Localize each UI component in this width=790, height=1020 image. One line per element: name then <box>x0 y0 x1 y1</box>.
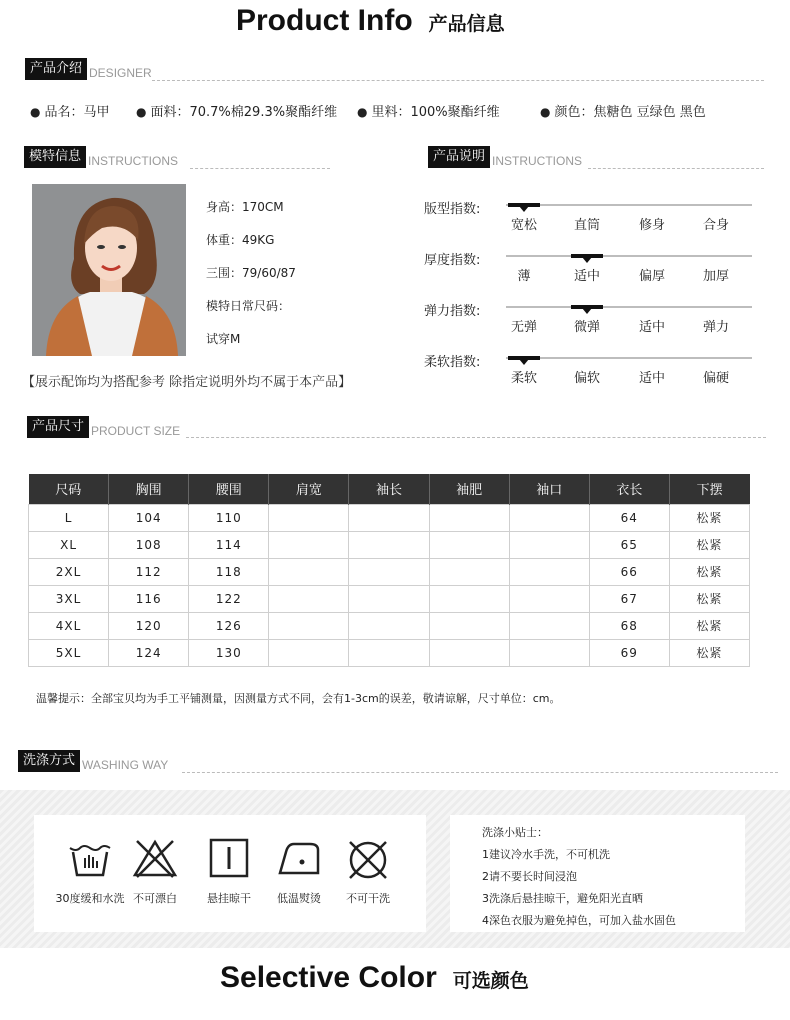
hand-wash-item <box>55 838 125 906</box>
tip-item: 1建议冷水手洗，不可机洗 <box>482 848 610 861</box>
indicator-marker <box>571 254 603 258</box>
size-table-header-cell: 袖长 <box>349 474 429 504</box>
attr-lining: ● 里料：100%聚酯纤维 <box>357 105 500 120</box>
table-cell <box>349 558 429 585</box>
table-cell: 65 <box>589 531 669 558</box>
table-cell <box>429 558 509 585</box>
indicator-option: 无弹 <box>510 320 537 335</box>
indicator-label: 厚度指数: <box>424 253 481 268</box>
size-table-header-cell: 胸围 <box>109 474 189 504</box>
tip-item: 2请不要长时间浸泡 <box>482 870 577 883</box>
table-cell: 112 <box>109 558 189 585</box>
table-cell: 114 <box>189 531 269 558</box>
table-cell: 松紧 <box>669 504 749 531</box>
table-cell: XL <box>29 531 109 558</box>
section-tag: 产品说明 <box>428 146 490 168</box>
table-cell <box>349 612 429 639</box>
table-cell <box>269 504 349 531</box>
table-cell <box>349 639 429 666</box>
indicator-option: 柔软 <box>510 371 537 386</box>
size-table-header-cell: 衣长 <box>589 474 669 504</box>
table-cell <box>509 639 589 666</box>
indicator-option: 弹力 <box>702 320 729 335</box>
table-cell: 108 <box>109 531 189 558</box>
divider <box>190 168 330 169</box>
table-cell <box>269 558 349 585</box>
size-table-header-cell: 尺码 <box>29 474 109 504</box>
hand-wash-label: 30度缓和水洗 <box>55 892 125 905</box>
section-tag-en: INSTRUCTIONS <box>492 154 583 168</box>
attr-fabric: ● 面料：70.7%棉29.3%聚酯纤维 <box>136 105 338 120</box>
no-bleach-item <box>120 838 190 906</box>
tips-title: 洗涤小贴士： <box>482 826 548 839</box>
selective-color-title <box>220 961 529 995</box>
divider <box>182 772 778 773</box>
indicator-option: 加厚 <box>702 269 729 284</box>
table-cell: 116 <box>109 585 189 612</box>
table-cell <box>429 531 509 558</box>
section-header-size <box>27 416 180 438</box>
section-header-designer <box>25 58 152 80</box>
table-row <box>29 531 750 558</box>
title-en: Product Info <box>236 4 413 37</box>
low-iron-label: 低温熨烫 <box>277 892 321 905</box>
indicator-track <box>506 255 752 257</box>
table-cell: 66 <box>589 558 669 585</box>
indicator-option: 修身 <box>638 218 665 233</box>
indicator-option: 合身 <box>702 218 729 233</box>
accessory-note: 【展示配饰均为搭配参考 除指定说明外均不属于本产品】 <box>22 375 352 390</box>
indicator-marker <box>508 203 540 207</box>
table-cell: 120 <box>109 612 189 639</box>
no-dry-clean-item <box>333 838 403 906</box>
section-header-instructions <box>428 146 582 168</box>
model-photo <box>32 184 186 356</box>
table-cell: 松紧 <box>669 558 749 585</box>
attr-color: ● 颜色：焦糖色 豆绿色 黑色 <box>540 105 706 120</box>
table-row <box>29 558 750 585</box>
model-weight: 体重：49KG <box>206 233 275 247</box>
indicator-option: 微弹 <box>573 320 600 335</box>
table-cell <box>349 585 429 612</box>
footer-title-cn: 可选颜色 <box>452 970 529 992</box>
indicator-option: 适中 <box>638 320 665 335</box>
table-cell <box>269 612 349 639</box>
table-cell: 122 <box>189 585 269 612</box>
size-note: 温馨提示：全部宝贝均为手工平铺测量，因测量方式不同，会有1-3cm的误差，敬请谅解，尺寸单位：cm。 <box>36 692 561 705</box>
table-cell <box>429 639 509 666</box>
indicator-marker <box>571 305 603 309</box>
divider <box>588 168 764 169</box>
table-cell <box>509 585 589 612</box>
model-details <box>206 198 296 363</box>
table-row <box>29 639 750 666</box>
indicator-row <box>424 300 764 344</box>
section-tag: 产品介绍 <box>25 58 87 80</box>
no-bleach-icon <box>132 838 178 878</box>
table-cell: 4XL <box>29 612 109 639</box>
divider <box>186 437 766 438</box>
indicator-row <box>424 351 764 395</box>
section-tag-en: DESIGNER <box>89 66 152 80</box>
section-tag: 洗涤方式 <box>18 750 80 772</box>
washing-tips <box>482 822 676 932</box>
no-dry-clean-icon <box>346 838 390 882</box>
table-cell: 松紧 <box>669 639 749 666</box>
page-title <box>236 4 505 38</box>
hang-dry-icon <box>209 838 249 878</box>
table-cell: 3XL <box>29 585 109 612</box>
indicator-track <box>506 204 752 206</box>
model-measurements: 三围：79/60/87 <box>206 266 296 280</box>
attr-name: ● 品名：马甲 <box>30 105 110 120</box>
no-dry-clean-label: 不可干洗 <box>346 892 390 905</box>
table-cell: 110 <box>189 504 269 531</box>
table-cell: 69 <box>589 639 669 666</box>
indicator-option: 薄 <box>517 269 531 284</box>
size-table-header-cell: 袖口 <box>509 474 589 504</box>
model-tried-size: 试穿M <box>206 332 241 346</box>
indicator-row <box>424 198 764 242</box>
table-cell <box>509 531 589 558</box>
tip-item: 3洗涤后悬挂晾干，避免阳光直晒 <box>482 892 643 905</box>
table-cell: 104 <box>109 504 189 531</box>
table-cell: 124 <box>109 639 189 666</box>
section-tag: 模特信息 <box>24 146 86 168</box>
section-tag-en: WASHING WAY <box>82 758 169 772</box>
table-cell: 2XL <box>29 558 109 585</box>
size-table-header-cell: 下摆 <box>669 474 749 504</box>
model-usual-size: 模特日常尺码： <box>206 299 291 313</box>
table-cell <box>269 585 349 612</box>
indicator-track <box>506 357 752 359</box>
table-cell: 126 <box>189 612 269 639</box>
indicator-row <box>424 249 764 293</box>
model-height: 身高：170CM <box>206 200 284 214</box>
table-cell <box>509 612 589 639</box>
table-cell: 松紧 <box>669 531 749 558</box>
indicator-label: 弹力指数: <box>424 304 481 319</box>
indicator-option: 偏硬 <box>702 371 729 386</box>
size-table-header-cell: 肩宽 <box>269 474 349 504</box>
indicator-option: 宽松 <box>510 218 537 233</box>
indicator-option: 偏软 <box>573 371 600 386</box>
indicator-label: 柔软指数: <box>424 355 481 370</box>
table-cell: 松紧 <box>669 585 749 612</box>
table-cell: 130 <box>189 639 269 666</box>
hang-dry-item <box>194 838 264 906</box>
title-cn: 产品信息 <box>428 13 505 35</box>
indicator-option: 直筒 <box>573 218 600 233</box>
tip-item: 4深色衣服为避免掉色，可加入盐水固色 <box>482 914 676 927</box>
section-tag-en: INSTRUCTIONS <box>88 154 179 168</box>
hand-wash-icon <box>68 838 112 878</box>
section-header-model <box>24 146 178 168</box>
table-row <box>29 504 750 531</box>
no-bleach-label: 不可漂白 <box>133 892 177 905</box>
table-cell <box>509 558 589 585</box>
table-cell <box>269 639 349 666</box>
table-cell: L <box>29 504 109 531</box>
footer-title-en: Selective Color <box>220 961 437 994</box>
table-cell <box>349 531 429 558</box>
low-iron-item <box>264 838 334 906</box>
size-table-header <box>29 474 750 504</box>
table-cell <box>269 531 349 558</box>
table-cell: 64 <box>589 504 669 531</box>
low-iron-icon <box>276 838 322 878</box>
table-cell <box>349 504 429 531</box>
table-cell: 67 <box>589 585 669 612</box>
size-table-header-cell: 腰围 <box>189 474 269 504</box>
indicator-option: 适中 <box>638 371 665 386</box>
indicator-option: 偏厚 <box>638 269 665 284</box>
size-table <box>28 474 750 667</box>
table-row <box>29 585 750 612</box>
table-cell <box>429 504 509 531</box>
size-table-header-cell: 袖肥 <box>429 474 509 504</box>
table-cell: 68 <box>589 612 669 639</box>
indicator-label: 版型指数: <box>424 202 481 217</box>
table-cell <box>429 612 509 639</box>
divider <box>152 80 764 81</box>
indicator-marker <box>508 356 540 360</box>
section-header-washing <box>18 750 168 772</box>
table-cell: 松紧 <box>669 612 749 639</box>
section-tag: 产品尺寸 <box>27 416 89 438</box>
table-cell <box>509 504 589 531</box>
indicator-option: 适中 <box>573 269 600 284</box>
table-cell: 118 <box>189 558 269 585</box>
product-attributes <box>30 101 770 121</box>
table-cell <box>429 585 509 612</box>
indicator-track <box>506 306 752 308</box>
table-cell: 5XL <box>29 639 109 666</box>
section-tag-en: PRODUCT SIZE <box>91 424 181 438</box>
hang-dry-label: 悬挂晾干 <box>207 892 251 905</box>
table-row <box>29 612 750 639</box>
